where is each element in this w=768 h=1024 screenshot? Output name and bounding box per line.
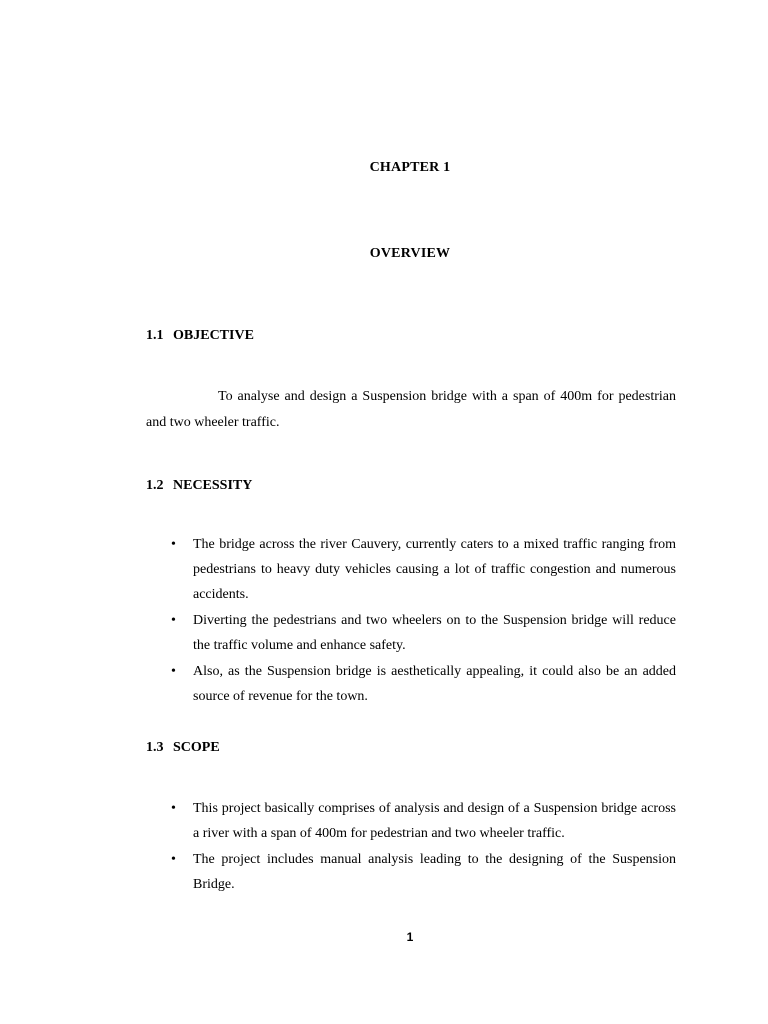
chapter-label: CHAPTER 1 xyxy=(369,160,451,175)
bullet-icon: • xyxy=(171,852,176,867)
scope-list xyxy=(146,796,676,898)
list-item xyxy=(146,608,676,658)
list-item-text: The bridge across the river Cauvery, currently caters to a mixed traffic ranging from pedestrians to heavy duty vehicles causing a lot of traffic congestion and numerous accidents. xyxy=(193,537,676,602)
section-number: 1.2 xyxy=(146,478,164,493)
list-item xyxy=(146,847,676,897)
page-number: 1 xyxy=(406,930,414,944)
section-number: 1.1 xyxy=(146,328,164,343)
bullet-icon: • xyxy=(171,664,176,679)
list-item xyxy=(146,532,676,607)
necessity-list xyxy=(146,532,676,710)
list-item-text: Also, as the Suspension bridge is aesthetically appealing, it could also be an added source of revenue for the town. xyxy=(193,664,676,704)
section-title: SCOPE xyxy=(173,740,220,755)
bullet-icon: • xyxy=(171,613,176,628)
list-item xyxy=(146,659,676,709)
section-heading-objective xyxy=(146,328,254,344)
section-heading-necessity xyxy=(146,478,252,494)
objective-text: To analyse and design a Suspension bridge with a span of 400m for pedestrian and two wheeler traffic. xyxy=(146,389,676,430)
section-title: OBJECTIVE xyxy=(173,328,254,343)
list-item-text: This project basically comprises of analysis and design of a Suspension bridge across a river with a span of 400m for pedestrian and two wheeler traffic. xyxy=(193,801,676,841)
section-heading-scope xyxy=(146,740,220,756)
objective-paragraph xyxy=(146,384,676,436)
bullet-icon: • xyxy=(171,801,176,816)
section-title: NECESSITY xyxy=(173,478,253,493)
chapter-title: OVERVIEW xyxy=(369,246,451,261)
section-number: 1.3 xyxy=(146,740,164,755)
bullet-icon: • xyxy=(171,537,176,552)
list-item-text: Diverting the pedestrians and two wheelers on to the Suspension bridge will reduce the traffic volume and enhance safety. xyxy=(193,613,676,653)
list-item xyxy=(146,796,676,846)
list-item-text: The project includes manual analysis leading to the designing of the Suspension Bridge. xyxy=(193,852,676,892)
